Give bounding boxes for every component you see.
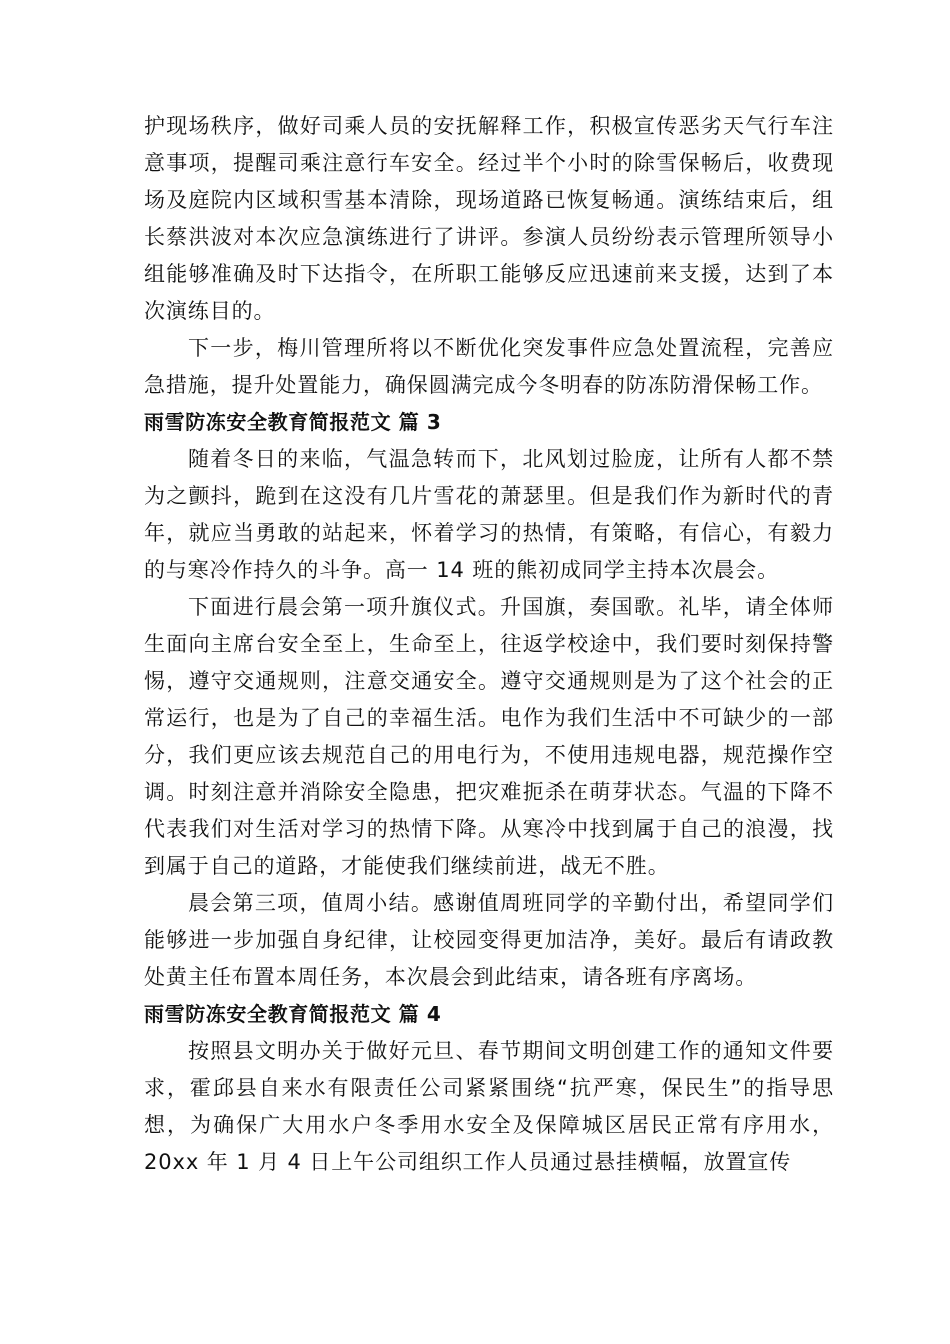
paragraph-5: 晨会第三项，值周小结。感谢值周班同学的辛勤付出，希望同学们能够进一步加强自身纪律，让校园变得更加洁净，美好。最后有请政教处黄主任布置本周任务，本次晨会到此结束，请各班有序离场。 [144, 891, 834, 989]
document-page [144, 108, 834, 1181]
paragraph-4: 下面进行晨会第一项升旗仪式。升国旗，奏国歌。礼毕，请全体师生面向主席台安全至上，生命至上，往返学校途中，我们要时刻保持警惕，遵守交通规则，注意交通安全。遵守交通规则是为了这个社会的正常运行，也是为了自己的幸福生活。电作为我们生活中不可缺少的一部分，我们更应该去规范自己的用电行为，不使用违规电器，规范操作空调。时刻注意并消除安全隐患，把灾难扼杀在萌芽状态。气温的下降不代表我们对生活对学习的热情下降。从寒冷中找到属于自己的浪漫，找到属于自己的道路，才能使我们继续前进，战无不胜。 [144, 595, 834, 878]
paragraph-6: 按照县文明办关于做好元旦、春节期间文明创建工作的通知文件要求，霍邱县自来水有限责任公司紧紧围绕“抗严寒，保民生”的指导思想，为确保广大用水户冬季用水安全及保障城区居民正常有序用水，20xx 年 1 月 4 日上午公司组织工作人员通过悬挂横幅，放置宣传 [144, 1039, 834, 1174]
paragraph-3: 随着冬日的来临，气温急转而下，北风划过脸庞，让所有人都不禁为之颤抖，跪到在这没有几片雪花的萧瑟里。但是我们作为新时代的青年，就应当勇敢的站起来，怀着学习的热情，有策略，有信心，有毅力的与寒冷作持久的斗争。高一 14 班的熊初成同学主持本次晨会。 [144, 447, 834, 582]
section-heading-3: 雨雪防冻安全教育简报范文 篇 3 [144, 410, 442, 434]
paragraph-1: 护现场秩序，做好司乘人员的安抚解释工作，积极宣传恶劣天气行车注意事项，提醒司乘注意行车安全。经过半个小时的除雪保畅后，收费现场及庭院内区域积雪基本清除，现场道路已恢复畅通。演练结束后，组长蔡洪波对本次应急演练进行了讲评。参演人员纷纷表示管理所领导小组能够准确及时下达指令，在所职工能够反应迅速前来支援，达到了本次演练目的。 [144, 114, 834, 323]
section-heading-4: 雨雪防冻安全教育简报范文 篇 4 [144, 1002, 442, 1026]
paragraph-2: 下一步，梅川管理所将以不断优化突发事件应急处置流程，完善应急措施，提升处置能力，确保圆满完成今冬明春的防冻防滑保畅工作。 [144, 336, 834, 397]
